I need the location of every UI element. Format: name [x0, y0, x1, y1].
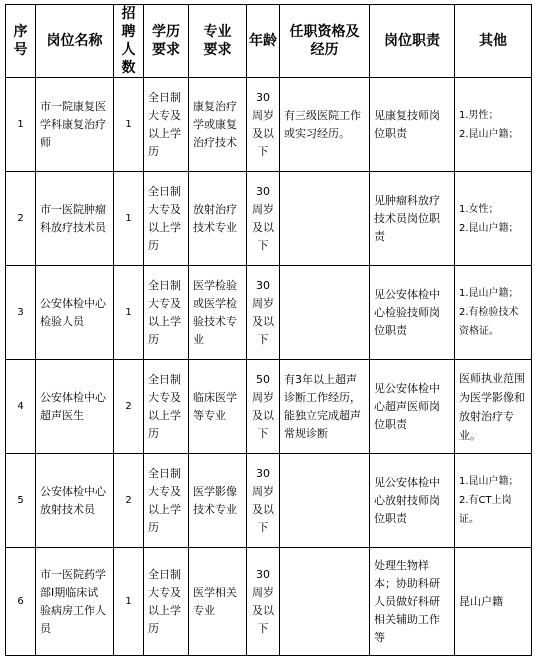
- cell-position: 公安体检中心超声医生: [36, 360, 114, 454]
- header-count-line: 数: [121, 60, 136, 76]
- cell-qualification: [280, 172, 370, 266]
- header-row: [6, 5, 532, 78]
- cell-age: 30周岁及以下: [247, 172, 280, 266]
- other-line: 1.昆山户籍；: [459, 476, 519, 487]
- recruitment-table: [5, 4, 532, 656]
- cell-duty: 见肿瘤科放疗技术员岗位职责: [370, 172, 455, 266]
- header-education-line: 要求: [152, 42, 180, 58]
- other-line: 1.男性；: [459, 109, 499, 121]
- other-line: 昆山户籍: [459, 595, 503, 608]
- cell-duty: 处理生物样本；协助科研人员做好科研相关辅助工作等: [370, 548, 455, 656]
- cell-index: 3: [6, 266, 36, 360]
- header-qualification: [280, 5, 370, 78]
- header-other: 其他: [455, 5, 532, 78]
- cell-education: 全日制大专及以上学历: [144, 78, 189, 172]
- cell-count: 1: [114, 78, 144, 172]
- cell-age: 30周岁及以下: [247, 266, 280, 360]
- cell-count: 2: [114, 360, 144, 454]
- table-row: [6, 360, 532, 454]
- cell-education: 全日制大专及以上学历: [144, 172, 189, 266]
- cell-education: 全日制大专及以上学历: [144, 360, 189, 454]
- cell-position: 市一医院肿瘤科放疗技术员: [36, 172, 114, 266]
- cell-major: 临床医学等专业: [189, 360, 247, 454]
- cell-education: 全日制大专及以上学历: [144, 548, 189, 656]
- header-duty: 岗位职责: [370, 5, 455, 78]
- other-line: 2.昆山户籍；: [459, 128, 519, 140]
- header-count-line: 聘: [121, 24, 136, 40]
- header-count: [114, 5, 144, 78]
- cell-major: 放射治疗技术专业: [189, 172, 247, 266]
- cell-index: 1: [6, 78, 36, 172]
- cell-index: 4: [6, 360, 36, 454]
- header-qualification-line: 经历: [310, 42, 339, 58]
- header-position: 岗位名称: [36, 5, 114, 78]
- cell-age: 30周岁及以下: [247, 454, 280, 548]
- cell-other: [455, 266, 532, 360]
- cell-major: 医学检验或医学检验技术专业: [189, 266, 247, 360]
- other-line: 2.昆山户籍；: [459, 222, 519, 234]
- cell-index: 6: [6, 548, 36, 656]
- cell-duty: 见公安体检中心放射技师岗位职责: [370, 454, 455, 548]
- other-line: 2.有检验技术资格证。: [459, 307, 519, 337]
- header-index: 序号: [6, 5, 36, 78]
- cell-position: 公安体检中心检验人员: [36, 266, 114, 360]
- cell-other: [455, 172, 532, 266]
- cell-major: 医学相关专业: [189, 548, 247, 656]
- header-qualification-line: 任职资格及: [289, 24, 360, 40]
- header-education: [144, 5, 189, 78]
- cell-education: 全日制大专及以上学历: [144, 266, 189, 360]
- cell-duty: 见公安体检中心检验技师岗位职责: [370, 266, 455, 360]
- table-row: [6, 172, 532, 266]
- table-row: [6, 78, 532, 172]
- cell-index: 2: [6, 172, 36, 266]
- cell-position: 市一医院药学部Ⅰ期临床试验病房工作人员: [36, 548, 114, 656]
- cell-education: 全日制大专及以上学历: [144, 454, 189, 548]
- other-line: 医师执业范围为医学影像和放射治疗专业。: [459, 371, 525, 442]
- cell-other: [455, 360, 532, 454]
- other-line: 2.有CT上岗证。: [459, 495, 512, 525]
- cell-duty: 见康复技师岗位职责: [370, 78, 455, 172]
- cell-position: 市一院康复医学科康复治疗师: [36, 78, 114, 172]
- cell-other: [455, 548, 532, 656]
- cell-qualification: [280, 548, 370, 656]
- cell-other: [455, 78, 532, 172]
- table-row: [6, 266, 532, 360]
- cell-count: 1: [114, 548, 144, 656]
- cell-age: 30周岁及以下: [247, 548, 280, 656]
- cell-qualification: 有三级医院工作或实习经历。: [280, 78, 370, 172]
- header-age: 年龄: [247, 5, 280, 78]
- cell-major: 康复治疗学或康复治疗技术: [189, 78, 247, 172]
- header-education-line: 学历: [152, 24, 180, 40]
- cell-count: 2: [114, 454, 144, 548]
- cell-count: 1: [114, 172, 144, 266]
- cell-qualification: [280, 266, 370, 360]
- header-major-line: 专业: [203, 24, 232, 40]
- cell-count: 1: [114, 266, 144, 360]
- cell-age: 30周岁及以下: [247, 78, 280, 172]
- cell-index: 5: [6, 454, 36, 548]
- header-major-line: 要求: [203, 42, 232, 58]
- cell-duty: 见公安体检中心超声医师岗位职责: [370, 360, 455, 454]
- cell-position: 公安体检中心放射技术员: [36, 454, 114, 548]
- table-row: [6, 454, 532, 548]
- cell-major: 医学影像技术专业: [189, 454, 247, 548]
- cell-qualification: 有3年以上超声诊断工作经历，能独立完成超声常规诊断: [280, 360, 370, 454]
- cell-other: [455, 454, 532, 548]
- cell-qualification: [280, 454, 370, 548]
- header-count-line: 人: [121, 42, 136, 58]
- header-count-line: 招: [121, 6, 136, 22]
- other-line: 1.女性；: [459, 203, 499, 215]
- table-row: [6, 548, 532, 656]
- cell-age: 50周岁及以下: [247, 360, 280, 454]
- other-line: 1.昆山户籍；: [459, 288, 519, 299]
- header-major: [189, 5, 247, 78]
